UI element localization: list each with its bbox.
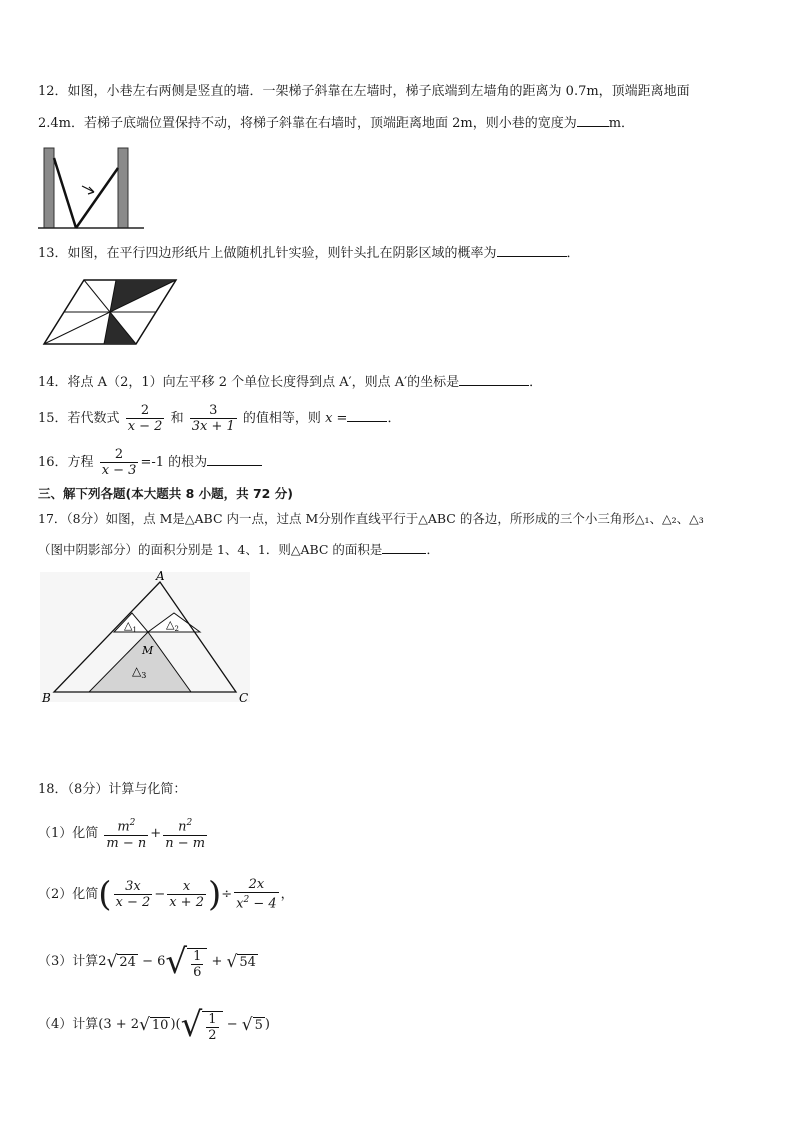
- numerator: 3: [209, 403, 218, 418]
- radicand: 5: [254, 1017, 263, 1033]
- sqrt-icon: √: [106, 951, 118, 972]
- q16-prefix: 16．方程: [38, 455, 94, 470]
- radicand: 10: [151, 1017, 169, 1033]
- numerator: 2x: [248, 877, 265, 893]
- numerator: 2: [140, 403, 150, 418]
- label-m: M: [142, 644, 154, 657]
- numerator: [115, 816, 137, 834]
- radical: [165, 941, 207, 982]
- numerator: 1: [208, 1011, 217, 1027]
- p4-label: （4）计算: [38, 1017, 99, 1032]
- num-base: n: [178, 819, 187, 835]
- sqrt-icon: √: [241, 1014, 253, 1035]
- q13-tail: ．: [566, 246, 580, 261]
- q17-tail: ．: [426, 542, 439, 557]
- q18-part3: [38, 940, 258, 984]
- sqrt-icon: √: [139, 1014, 150, 1035]
- p3-b: − 6: [137, 954, 166, 969]
- q18-part1: [38, 812, 209, 856]
- t2-sub: 2: [174, 625, 179, 633]
- p2-op2: ÷: [221, 887, 233, 902]
- num-exp: 2: [129, 818, 136, 829]
- right-wall: [118, 148, 128, 228]
- label-c: C: [239, 691, 249, 705]
- q12-line2-text: 2.4m．若梯子底端位置保持不动，将梯子斜靠在右墙时，顶端距离地面 2m，则小巷的宽度为: [38, 116, 577, 131]
- q13-text: 13．如图，在平行四边形纸片上做随机扎针实验，则针头扎在阴影区域的概率为: [38, 246, 497, 261]
- q15-line: [38, 400, 400, 438]
- fraction: [167, 879, 206, 910]
- p1-label: （1）化简: [38, 826, 99, 841]
- fraction: [234, 877, 279, 911]
- p2-op1: −: [154, 887, 166, 902]
- denominator: x + 2: [169, 895, 204, 910]
- numerator: 1: [193, 948, 202, 964]
- q14-tail: ．: [529, 375, 543, 390]
- sqrt-icon: √: [165, 941, 188, 982]
- q15-mid: 和: [170, 411, 184, 426]
- p4-a: (3 + 2: [98, 1017, 140, 1032]
- den-exp: 2: [243, 895, 250, 906]
- p4-b: −: [222, 1017, 242, 1032]
- numerator: [176, 816, 194, 834]
- q18-part4: [38, 1003, 270, 1047]
- denominator: n − m: [165, 835, 206, 851]
- denominator: 6: [193, 964, 202, 980]
- radicand: 24: [119, 954, 136, 970]
- fraction: [190, 403, 237, 434]
- num-base: m: [117, 819, 130, 835]
- q15-suffix: 的值相等，则: [242, 411, 321, 426]
- t3-symbol: △: [132, 664, 142, 678]
- denominator: 2: [208, 1027, 217, 1043]
- q17-line2-text: （图中阴影部分）的面积分别是 1、4、1．则△ABC 的面积是: [38, 542, 383, 557]
- t1-symbol: △: [124, 619, 133, 632]
- ladder-figure: [36, 146, 148, 232]
- num-exp: 2: [186, 818, 193, 829]
- q18-title: 18．（8分）计算与化简：: [38, 782, 187, 797]
- q18-part2: [38, 873, 294, 917]
- fraction: [206, 1012, 218, 1043]
- q16-line: [38, 444, 262, 482]
- radical: [242, 1016, 265, 1034]
- q12-line2: [38, 115, 634, 133]
- arrow-icon: [82, 186, 94, 194]
- radical: [139, 1016, 170, 1034]
- fraction: [163, 816, 207, 850]
- den-tail: − 4: [249, 896, 277, 912]
- q12-line2-tail: m．: [608, 116, 635, 131]
- p3-c: +: [207, 954, 227, 969]
- denominator: 3x + 1: [191, 419, 235, 434]
- paren-open: (: [98, 874, 112, 915]
- radicand: [202, 1011, 222, 1043]
- q14-line: [38, 374, 542, 392]
- q15-var: x =: [325, 411, 348, 426]
- q17-line1: 17．（8分）如图，点 M是△ABC 内一点，过点 M分别作直线平行于△ABC 的各边，所形成的三个小三角形△₁、△₂、△₃: [38, 511, 704, 526]
- ladder-right: [76, 168, 118, 228]
- radicand: [187, 948, 207, 980]
- q17-line2: [38, 541, 439, 559]
- fraction: [191, 949, 203, 980]
- denominator: [234, 892, 279, 911]
- p2-label: （2）化简: [38, 887, 99, 902]
- t3-sub: 3: [141, 671, 147, 680]
- q12-line1: 12．如图，小巷左右两侧是竖直的墙．一架梯子斜靠在左墙时，梯子底端到左墙角的距离为 0.7m，顶端距离地面: [38, 84, 690, 99]
- parallelogram-figure: [40, 276, 190, 346]
- p3-coef: 2: [98, 954, 107, 969]
- q13-line: [38, 245, 580, 263]
- p4-close: ): [264, 1017, 270, 1032]
- section-heading: 三、解下列各题(本大题共 8 小题，共 72 分): [38, 486, 293, 501]
- denominator: x − 2: [127, 419, 163, 434]
- label-b: B: [42, 691, 51, 705]
- q16-suffix: =-1 的根为: [140, 455, 208, 470]
- fraction: [114, 879, 153, 910]
- sqrt-icon: √: [180, 1004, 203, 1045]
- radicand: 54: [239, 954, 256, 970]
- triangle-figure: [36, 568, 256, 708]
- p2-tail: ，: [280, 887, 294, 902]
- answer-blank: [347, 421, 387, 422]
- answer-blank: [459, 385, 529, 386]
- q15-tail: ．: [387, 411, 401, 426]
- radical: [107, 953, 138, 971]
- p3-label: （3）计算: [38, 954, 99, 969]
- numerator: 3x: [125, 879, 141, 894]
- radical: [180, 1004, 223, 1045]
- p4-a-close: )(: [170, 1017, 181, 1032]
- left-wall: [44, 148, 54, 228]
- denominator: m − n: [106, 835, 147, 851]
- sqrt-icon: √: [226, 951, 238, 972]
- answer-blank: [577, 126, 609, 127]
- numerator: x: [182, 879, 191, 894]
- radical: [227, 953, 258, 971]
- fraction: [126, 403, 165, 434]
- den-base: x: [236, 896, 244, 912]
- fraction: [104, 816, 148, 850]
- answer-blank: [382, 553, 426, 554]
- paren-close: ): [207, 874, 222, 915]
- q15-prefix: 15．若代数式: [38, 411, 120, 426]
- p1-op: +: [150, 826, 162, 841]
- q14-text: 14．将点 A（2，1）向左平移 2 个单位长度得到点 A′，则点 A′的坐标是: [38, 375, 460, 390]
- denominator: x − 3: [101, 463, 137, 478]
- ladder-left: [54, 158, 76, 228]
- answer-blank: [207, 465, 262, 466]
- label-a: A: [156, 569, 165, 583]
- answer-blank: [497, 256, 567, 257]
- fraction: [100, 447, 139, 478]
- t2-symbol: △: [166, 618, 175, 631]
- numerator: 2: [114, 447, 124, 462]
- denominator: x − 2: [115, 895, 151, 910]
- t1-sub: 1: [132, 626, 137, 634]
